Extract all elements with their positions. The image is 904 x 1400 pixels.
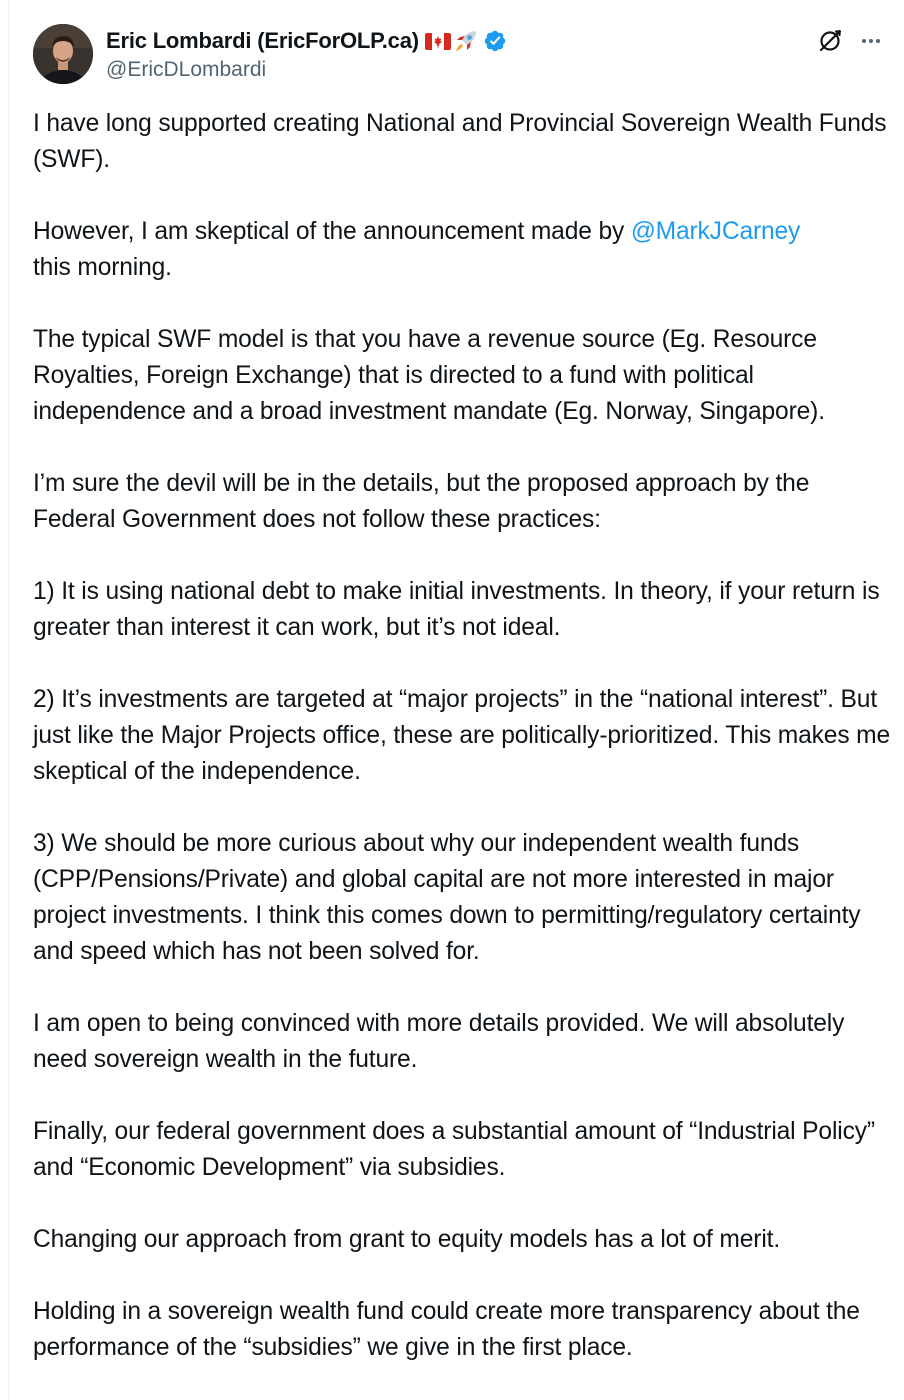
tweet-paragraph-9: Finally, our federal government does a substantial amount of “Industrial Policy” and “Economic Development” via subsidies. <box>33 1118 875 1181</box>
more-options-icon[interactable] <box>859 30 883 52</box>
tweet-paragraph-7: 3) We should be more curious about why our independent wealth funds (CPP/Pensions/Private) and global capital are not more interested in major project investments. I think this comes down to permitting/regulatory certainty and speed which has not been solved for. <box>33 830 861 965</box>
tweet-paragraph-4: I’m sure the devil will be in the details, but the proposed approach by the Federal Government does not follow these practices: <box>33 470 810 533</box>
author-name-row <box>106 27 507 55</box>
canada-flag-emoji <box>425 30 451 52</box>
author-display-name[interactable]: Eric Lombardi (EricForOLP.ca) <box>106 28 419 53</box>
left-divider <box>8 0 9 1400</box>
tweet-paragraph-11: Holding in a sovereign wealth fund could create more transparency about the performance of the “subsidies” we give in the first place. <box>33 1298 860 1361</box>
tweet-paragraph-2 <box>33 214 893 286</box>
tweet-paragraph-5: 1) It is using national debt to make initial investments. In theory, if your return is greater than interest it can work, but it’s not ideal. <box>33 578 880 641</box>
tweet-paragraph-8: I am open to being convinced with more details provided. We will absolutely need sovereign wealth in the future. <box>33 1010 845 1073</box>
avatar[interactable] <box>33 24 93 84</box>
rocket-emoji <box>453 30 479 52</box>
grok-icon[interactable] <box>817 28 843 54</box>
verified-badge-icon <box>483 29 507 53</box>
tweet-text-segment: However, I am skeptical of the announcement made by <box>33 218 631 245</box>
tweet-text-segment: this morning. <box>33 254 172 281</box>
tweet-header <box>33 24 883 88</box>
tweet-text <box>33 106 893 1400</box>
mention-link[interactable]: @MarkJCarney <box>630 218 801 245</box>
tweet-paragraph-3: The typical SWF model is that you have a revenue source (Eg. Resource Royalties, Foreign Exchange) that is directed to a fund with political independence and a broad investment mandate (Eg. Norway, Singapore). <box>33 326 825 425</box>
tweet-paragraph-6: 2) It’s investments are targeted at “major projects” in the “national interest”. But just like the Major Projects office, these are politically-prioritized. This makes me skeptical of the independence. <box>33 686 891 785</box>
tweet-paragraph-10: Changing our approach from grant to equity models has a lot of merit. <box>33 1226 781 1253</box>
tweet-paragraph-1: I have long supported creating National and Provincial Sovereign Wealth Funds (SWF). <box>33 110 887 173</box>
author-handle[interactable]: @EricDLombardi <box>106 58 267 81</box>
